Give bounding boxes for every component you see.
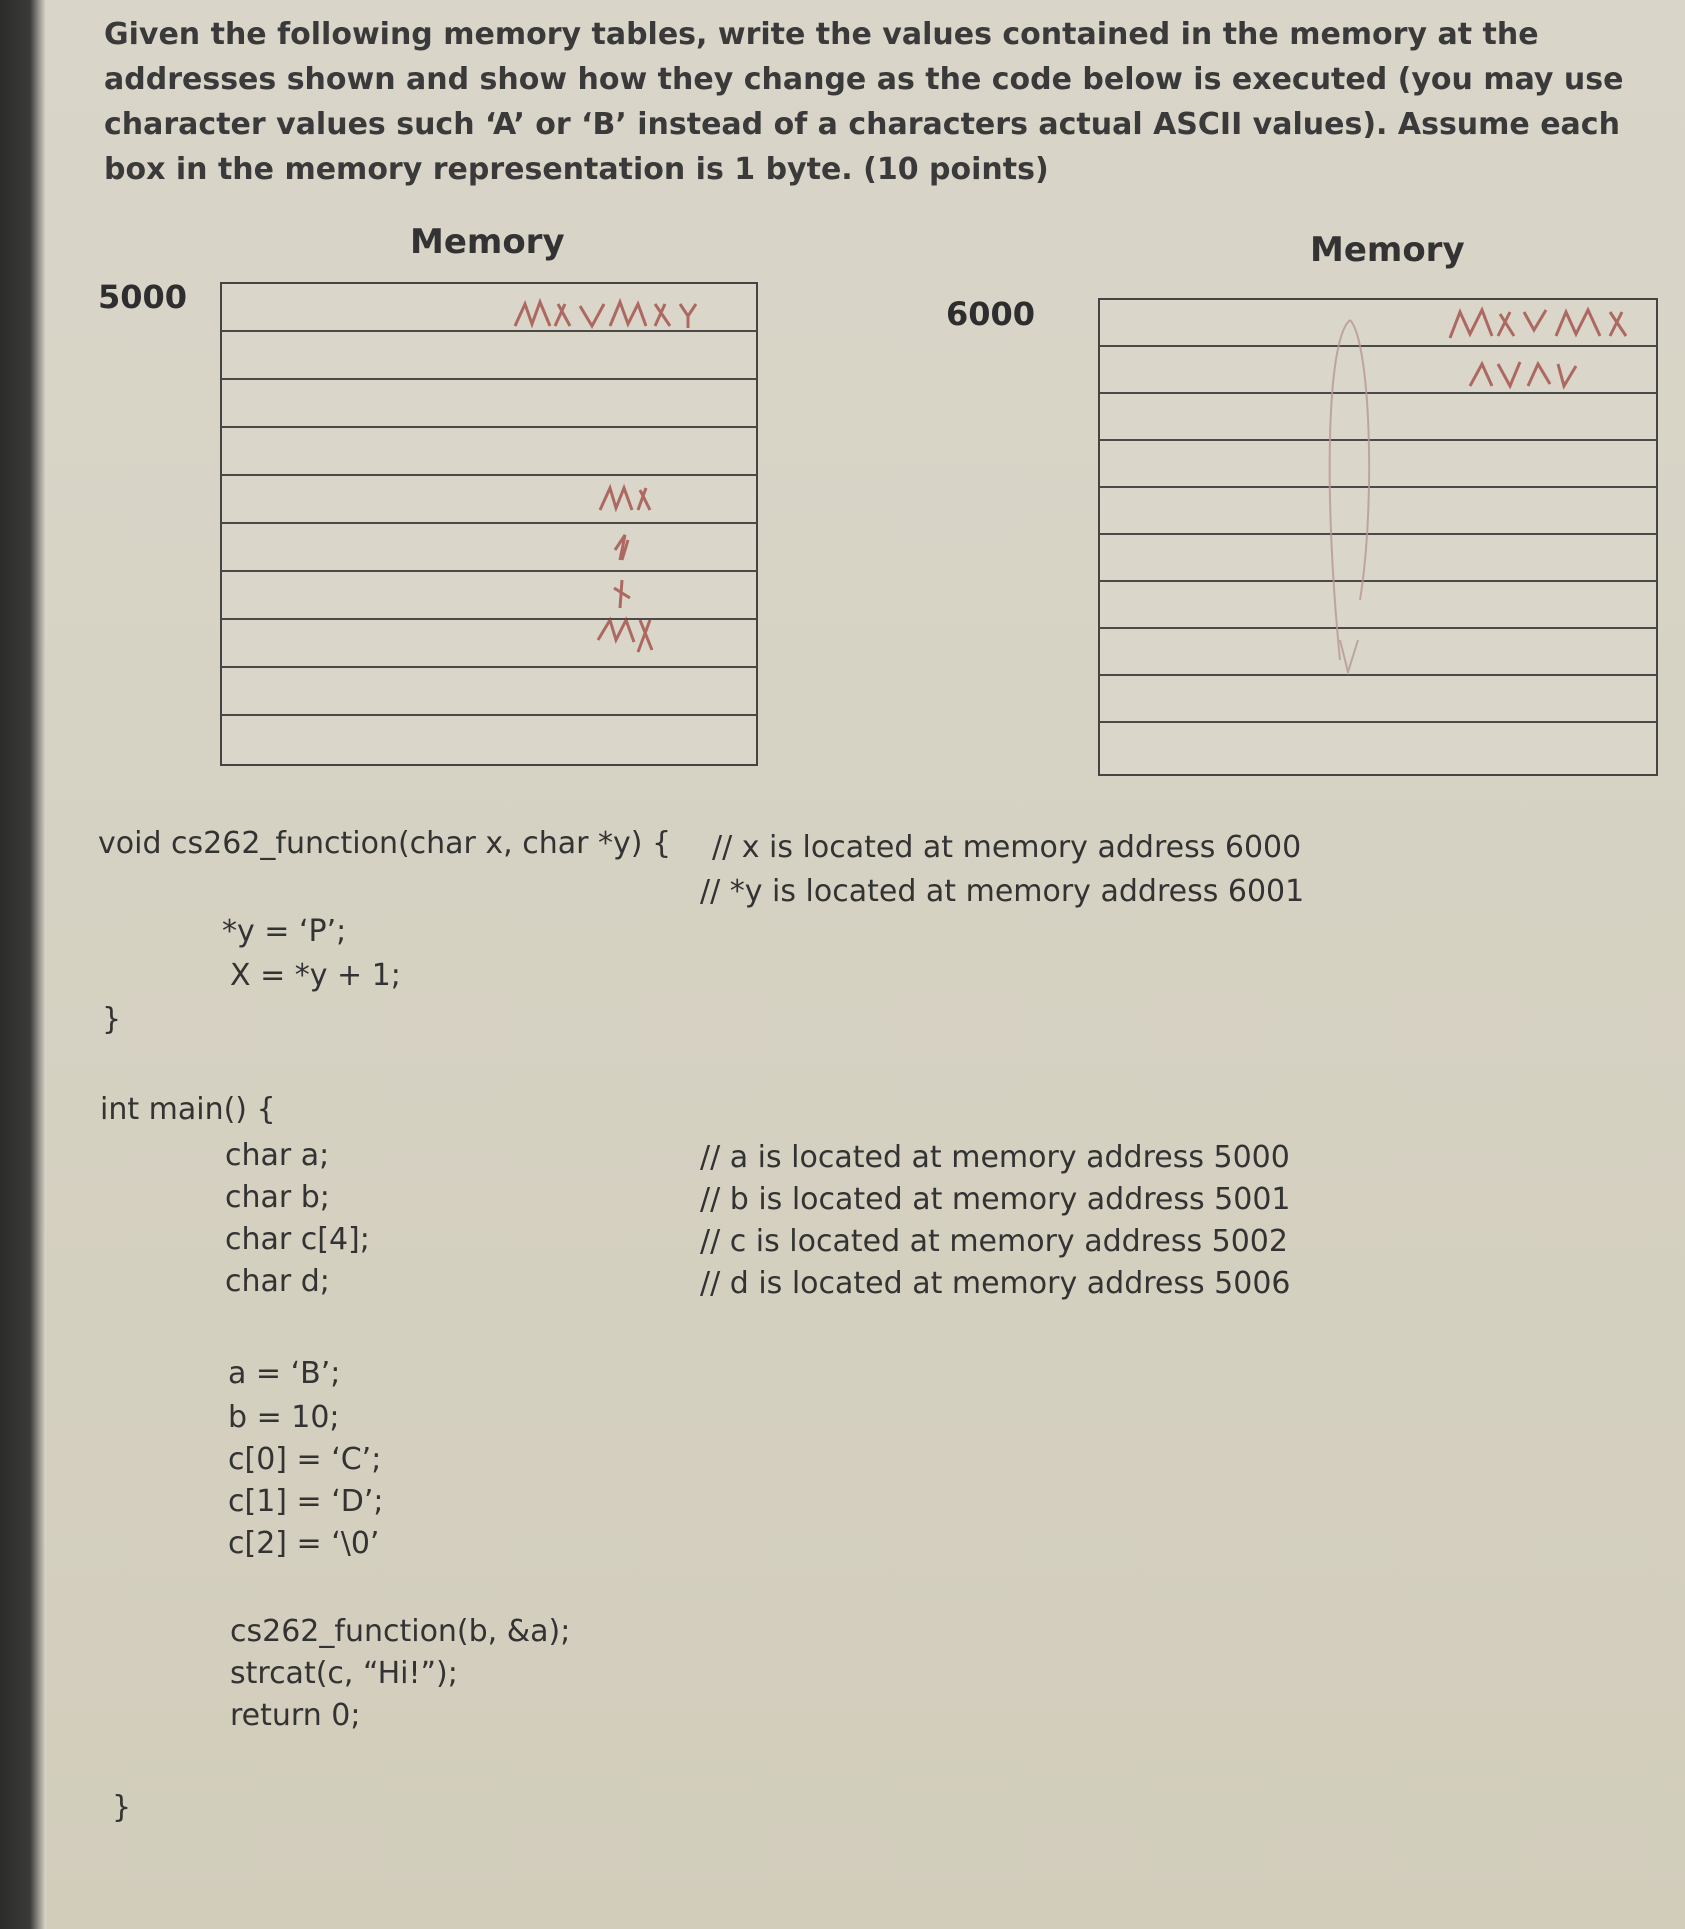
decl-b: char b; (225, 1180, 330, 1215)
memory-cell-5003 (222, 428, 756, 476)
handwritten-scribble-column (590, 480, 680, 680)
question-instructions: Given the following memory tables, write the values contained in the memory at the addresses shown and show how they change as the code below is executed (you may use character values such ‘A’ or ‘B’ instead of a characters actual ASCII values). Assume each box in the memory representation is 1 byte. (10 points) (104, 17, 1624, 187)
handwritten-scribble (510, 296, 710, 336)
memory-cell-5002 (222, 380, 756, 428)
assign-c0: c[0] = ‘C’; (228, 1442, 382, 1477)
assign-c2: c[2] = ‘\0’ (228, 1526, 380, 1561)
comment-d-address: // d is located at memory address 5006 (700, 1266, 1291, 1301)
decl-c: char c[4]; (225, 1222, 370, 1257)
call-cs262-function: cs262_function(b, &a); (230, 1614, 571, 1649)
comment-a-address: // a is located at memory address 5000 (700, 1140, 1290, 1175)
assign-c1: c[1] = ‘D’; (228, 1484, 384, 1519)
memory-cell-5001 (222, 332, 756, 380)
function-signature: void cs262_function(char x, char *y) { (98, 826, 672, 861)
left-memory-start-address: 5000 (98, 278, 188, 316)
call-strcat: strcat(c, “Hi!”); (230, 1656, 458, 1691)
left-memory-title: Memory (410, 222, 565, 262)
memory-cell-5009 (222, 716, 756, 762)
comment-b-address: // b is located at memory address 5001 (700, 1182, 1291, 1217)
memory-cell-6008 (1100, 676, 1656, 723)
comment-x-address: // x is located at memory address 6000 (712, 830, 1302, 865)
assign-a: a = ‘B’; (228, 1356, 341, 1391)
memory-cell-6009 (1100, 723, 1656, 770)
pencil-arrow (1320, 300, 1380, 680)
return-statement: return 0; (230, 1698, 361, 1733)
code-line-assign-y: *y = ‘P’; (222, 914, 347, 949)
decl-d: char d; (225, 1264, 330, 1299)
decl-a: char a; (225, 1138, 330, 1173)
main-signature: int main() { (100, 1092, 276, 1127)
comment-y-address: // *y is located at memory address 6001 (700, 874, 1305, 909)
right-memory-title: Memory (1310, 230, 1465, 270)
comment-c-address: // c is located at memory address 5002 (700, 1224, 1288, 1259)
code-line-assign-x: X = *y + 1; (230, 958, 401, 993)
right-memory-start-address: 6000 (946, 295, 1036, 333)
function-close-brace: } (102, 1002, 122, 1037)
assign-b: b = 10; (228, 1400, 340, 1435)
main-close-brace: } (112, 1790, 132, 1825)
